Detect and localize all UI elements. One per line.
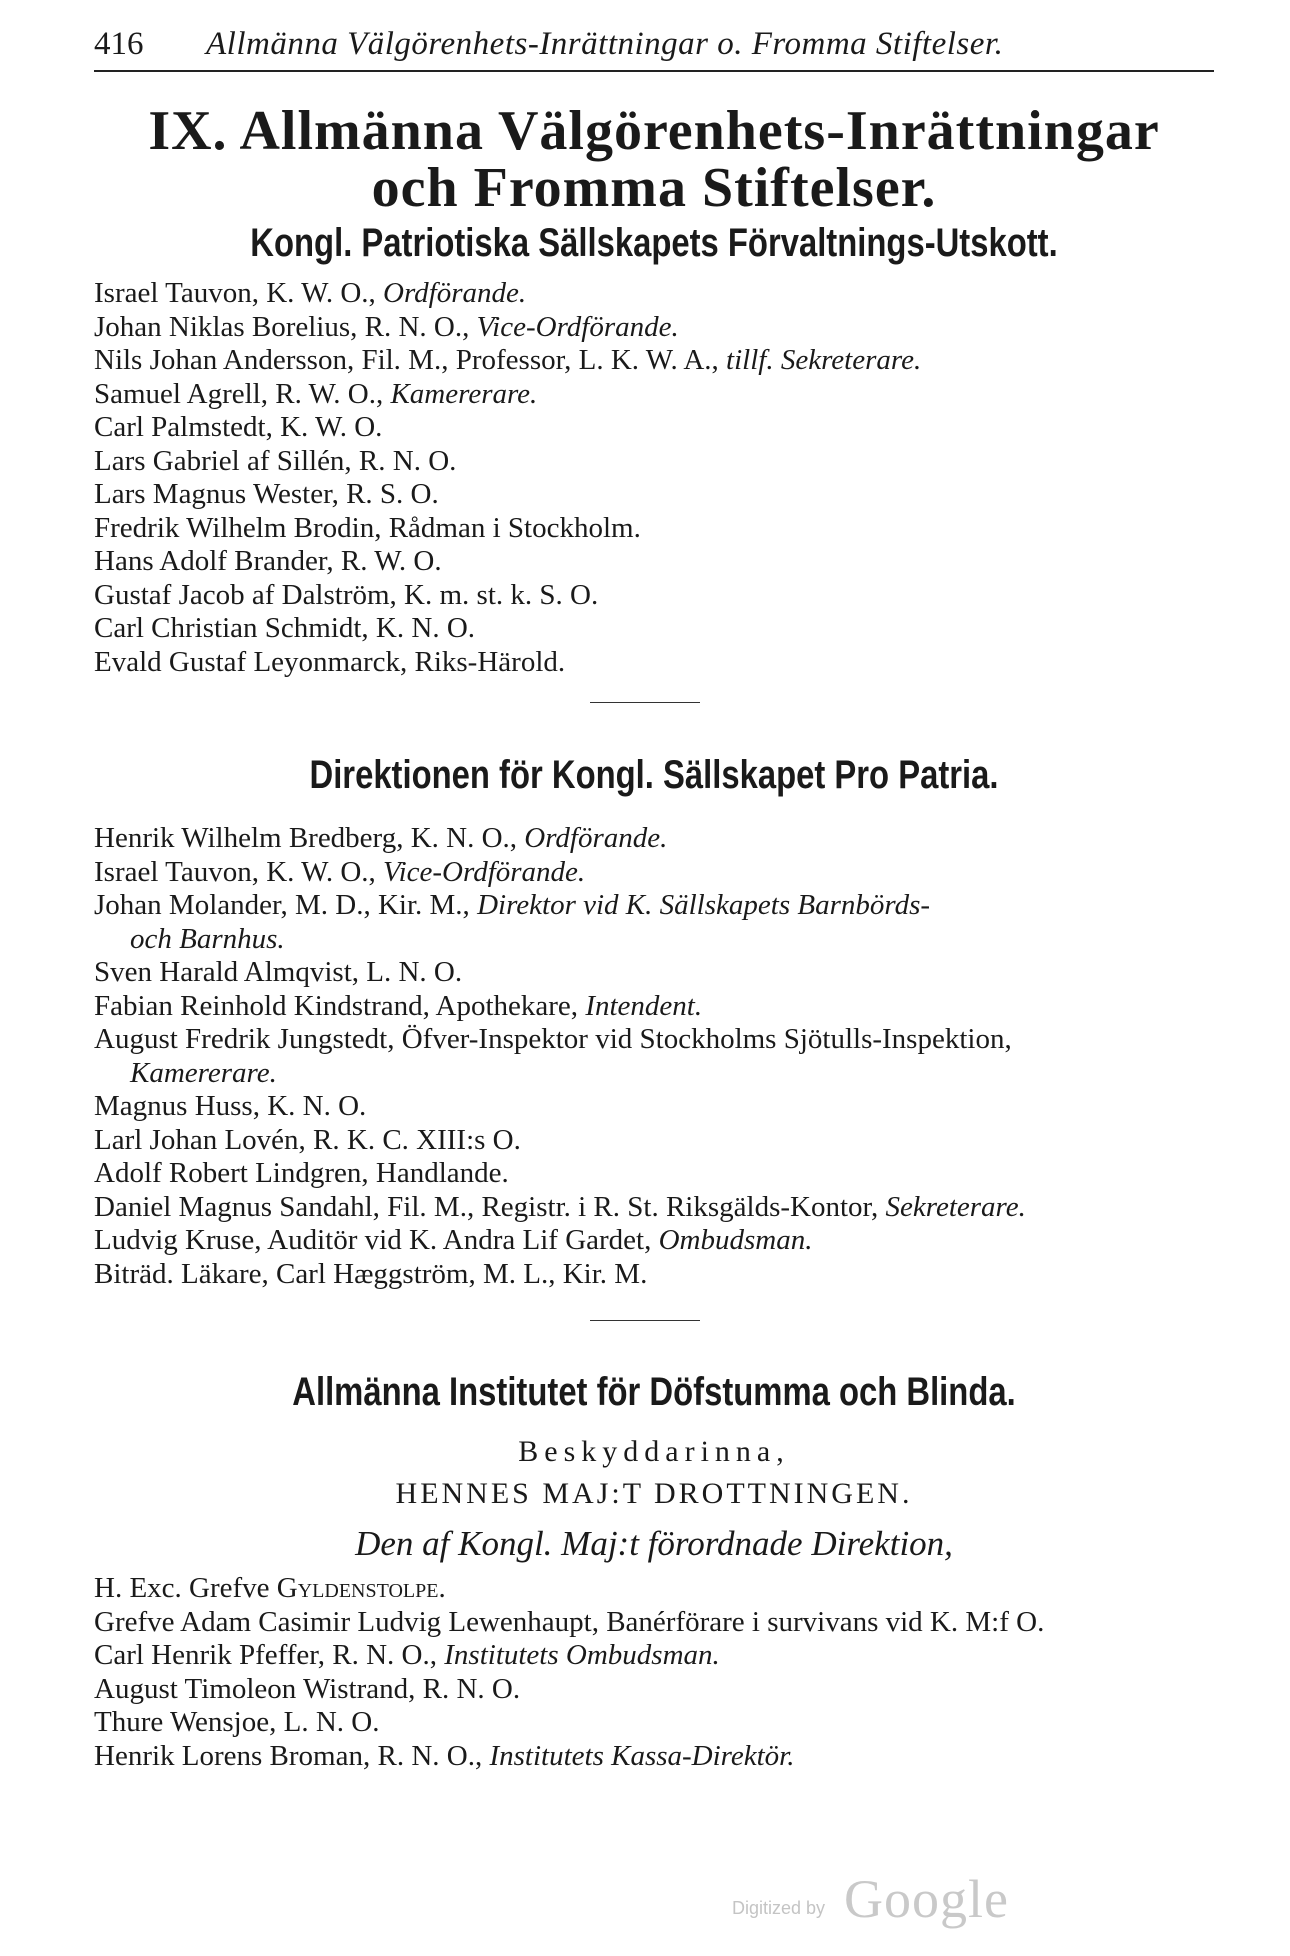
- member-role: Vice-Ordförande.: [476, 310, 679, 343]
- list-item: [94, 1023, 1214, 1057]
- running-header: [94, 22, 1214, 66]
- member-name: Carl Palmstedt, K. W. O.: [94, 411, 383, 443]
- list-item: [94, 822, 1214, 856]
- running-title: Allmänna Välgörenhets-Inrättningar o. Fromma Stiftelser.: [206, 26, 1004, 62]
- page-number: 416: [94, 26, 144, 62]
- direction-label: Den af Kongl. Maj:t förordnade Direktion,: [355, 1524, 953, 1563]
- list-item: [94, 1740, 1214, 1774]
- list-item: [94, 1606, 1214, 1640]
- member-name: Magnus Huss, K. N. O.: [94, 1090, 367, 1122]
- member-role: Institutets Ombudsman.: [444, 1639, 720, 1671]
- member-role: Sekreterare.: [885, 1190, 1026, 1223]
- digitized-watermark: [732, 1868, 1032, 1928]
- member-name: Biträd. Läkare, Carl Hæggström, M. L., Kir. M.: [94, 1257, 648, 1290]
- member-name: Adolf Robert Lindgren, Handlande.: [94, 1157, 509, 1189]
- list-item: [94, 956, 1214, 990]
- list-item: [94, 512, 1214, 546]
- list-item: [94, 411, 1214, 445]
- protector-label: Beskyddarinna,: [518, 1435, 790, 1468]
- member-surname: Gyldenstolpe.: [276, 1572, 446, 1604]
- member-list-dofstumma-blinda: [94, 1572, 1214, 1773]
- member-name: Henrik Wilhelm Bredberg, K. N. O.,: [94, 822, 525, 854]
- list-item: [94, 277, 1214, 311]
- member-name: Johan Niklas Borelius, R. N. O.,: [94, 310, 477, 343]
- list-item-continuation: [94, 923, 1214, 957]
- member-name: Israel Tauvon, K. W. O.,: [94, 277, 384, 309]
- member-name: Israel Tauvon, K. W. O.,: [94, 855, 384, 888]
- list-item: [94, 1572, 1214, 1606]
- member-name: Lars Gabriel af Sillén, R. N. O.: [94, 444, 457, 477]
- list-item: [94, 579, 1214, 613]
- list-item: [94, 1673, 1214, 1707]
- member-name: Sven Harald Almqvist, L. N. O.: [94, 956, 463, 988]
- member-role: Vice-Ordförande.: [383, 855, 586, 888]
- list-item: [94, 378, 1214, 412]
- member-role: och Barnhus.: [130, 922, 285, 955]
- section-divider: [590, 702, 700, 703]
- section-divider: [590, 1320, 700, 1321]
- member-role: tillf. Sekreterare.: [726, 344, 922, 376]
- list-item-continuation: [94, 1057, 1214, 1091]
- member-role: Kamererare.: [390, 377, 538, 410]
- member-name: Thure Wensjoe, L. N. O.: [94, 1706, 380, 1738]
- list-item: [94, 1639, 1214, 1673]
- list-item: [94, 1124, 1214, 1158]
- member-name: Grefve Adam Casimir Ludvig Lewenhaupt, Banérförare i survivans vid K. M:f O.: [94, 1605, 1045, 1638]
- member-role: Direktor vid K. Sällskapets Barnbörds-: [477, 889, 931, 921]
- chapter-title-line-2: och Fromma Stiftelser.: [371, 157, 937, 219]
- list-item: [94, 1157, 1214, 1191]
- list-item: [94, 445, 1214, 479]
- list-item: [94, 1191, 1214, 1225]
- list-item: [94, 1706, 1214, 1740]
- chapter-title-line-1: IX. Allmänna Välgörenhets-Inrättningar: [148, 100, 1160, 162]
- section-title-dofstumma-blinda: Allmänna Institutet för Döfstumma och Blinda.: [292, 1370, 1016, 1414]
- header-rule: [94, 70, 1214, 72]
- member-name: Fabian Reinhold Kindstrand, Apothekare,: [94, 989, 586, 1022]
- member-name: Lars Magnus Wester, R. S. O.: [94, 478, 439, 510]
- list-item: [94, 478, 1214, 512]
- member-name: Samuel Agrell, R. W. O.,: [94, 377, 391, 410]
- member-role: Kamererare.: [130, 1056, 277, 1089]
- list-item: [94, 1090, 1214, 1124]
- list-item: [94, 344, 1214, 378]
- watermark-small-text: Digitized by: [732, 1898, 826, 1918]
- list-item: [94, 889, 1214, 923]
- list-item: [94, 545, 1214, 579]
- member-role: Ordförande.: [383, 277, 527, 309]
- member-name: Henrik Lorens Broman, R. N. O.,: [94, 1739, 490, 1772]
- watermark-logo-text: Google: [844, 1869, 1009, 1929]
- member-name: August Fredrik Jungstedt, Öfver-Inspektor vid Stockholms Sjötulls-Inspektion,: [94, 1023, 1012, 1055]
- list-item: [94, 612, 1214, 646]
- member-name: Gustaf Jacob af Dalström, K. m. st. k. S. O.: [94, 578, 599, 611]
- member-name: Hans Adolf Brander, R. W. O.: [94, 545, 442, 577]
- section-title-forvaltnings-utskott: Kongl. Patriotiska Sällskapets Förvaltnings-Utskott.: [250, 221, 1058, 265]
- list-item: [94, 856, 1214, 890]
- member-name: Johan Molander, M. D., Kir. M.,: [94, 889, 478, 921]
- list-item: [94, 1224, 1214, 1258]
- member-prefix: H. Exc. Grefve: [94, 1572, 277, 1604]
- member-role: Institutets Kassa-Direktör.: [489, 1739, 795, 1772]
- member-role: Ordförande.: [524, 822, 668, 854]
- list-item: [94, 990, 1214, 1024]
- section-title-pro-patria: Direktionen för Kongl. Sällskapet Pro Patria.: [309, 753, 999, 797]
- member-name: August Timoleon Wistrand, R. N. O.: [94, 1672, 521, 1705]
- member-role: Ombudsman.: [658, 1224, 813, 1256]
- member-name: Larl Johan Lovén, R. K. C. XIII:s O.: [94, 1123, 521, 1156]
- member-name: Fredrik Wilhelm Brodin, Rådman i Stockholm.: [94, 511, 641, 544]
- list-item: [94, 1258, 1214, 1292]
- protector-name: HENNES MAJ:T DROTTNINGEN.: [395, 1477, 913, 1510]
- list-item: [94, 646, 1214, 680]
- member-name: Evald Gustaf Leyonmarck, Riks-Härold.: [94, 645, 566, 678]
- member-name: Ludvig Kruse, Auditör vid K. Andra Lif Gardet,: [94, 1224, 659, 1256]
- member-list-pro-patria: [94, 822, 1214, 1291]
- member-list-forvaltnings-utskott: [94, 277, 1214, 679]
- member-role: Intendent.: [585, 989, 703, 1022]
- member-name: Carl Christian Schmidt, K. N. O.: [94, 612, 476, 644]
- member-name: Carl Henrik Pfeffer, R. N. O.,: [94, 1639, 445, 1671]
- list-item: [94, 311, 1214, 345]
- member-name: Daniel Magnus Sandahl, Fil. M., Registr. i R. St. Riksgälds-Kontor,: [94, 1190, 886, 1223]
- member-name: Nils Johan Andersson, Fil. M., Professor, L. K. W. A.,: [94, 344, 727, 376]
